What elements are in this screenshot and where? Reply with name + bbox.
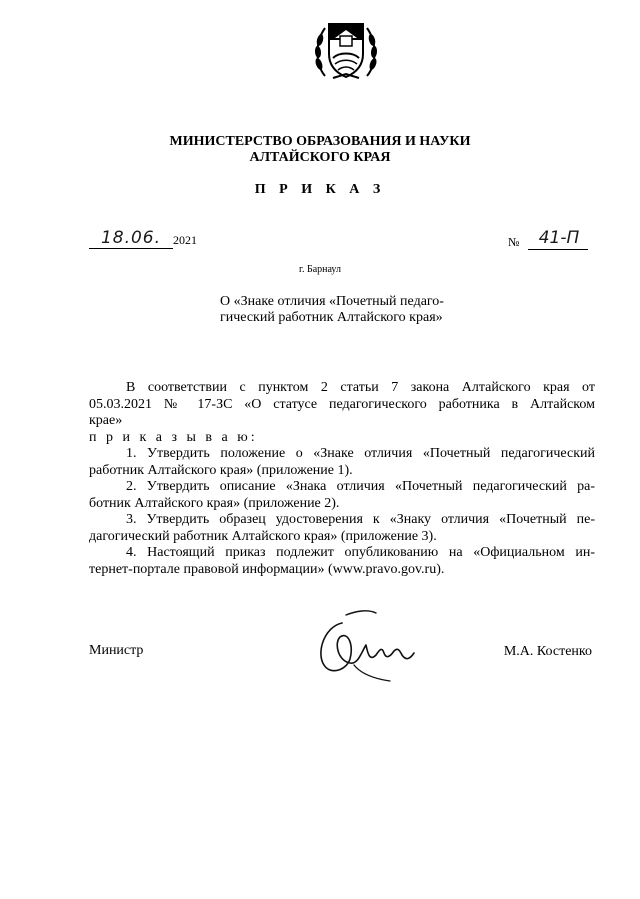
item-3-line: дагогический работник Алтайского края» (приложение 3).: [89, 528, 437, 544]
order-word: п р и к а з ы в а ю:: [89, 429, 258, 445]
item-4-line: 4. Настоящий приказ подлежит опубликованию на «Официальном ин-: [126, 545, 595, 560]
date-year: 2021: [173, 233, 197, 247]
item-4-line: тернет-портале правовой информации» (www.pravo.gov.ru).: [89, 561, 445, 577]
date-underline: [89, 248, 173, 249]
handwritten-date: 18.06.: [100, 228, 162, 248]
subject-line: О «Знаке отличия «Почетный педаго-: [220, 294, 444, 309]
number-underline: [528, 249, 588, 250]
item-1-line: 1. Утвердить положение о «Знаке отличия «Почетный педагогический: [126, 446, 595, 461]
ministry-name-line2: АЛТАЙСКОГО КРАЯ: [249, 150, 391, 165]
preamble-line: В соответствии с пунктом 2 статьи 7 закона Алтайского края от: [126, 380, 595, 395]
order-number-field: [508, 228, 593, 252]
order-body: [89, 380, 595, 578]
number-sign: №: [508, 235, 520, 249]
signatory-position: Министр: [89, 643, 144, 658]
item-3-line: 3. Утвердить образец удостоверения к «Знаку отличия «Почетный пе-: [126, 512, 595, 527]
preamble-line: крае»: [89, 413, 123, 428]
signatory-name: М.А. Костенко: [503, 644, 592, 659]
signature-icon: [310, 605, 420, 690]
item-2-line: ботник Алтайского края» (приложение 2).: [89, 495, 340, 511]
date-field: [89, 228, 209, 250]
subject-line: гический работник Алтайского края»: [220, 310, 443, 325]
item-2-line: 2. Утвердить описание «Знака отличия «Почетный педагогический ра-: [126, 479, 595, 494]
coat-of-arms-icon: [313, 14, 379, 84]
order-subject: [220, 294, 500, 326]
handwritten-order-number: 41-П: [538, 228, 580, 248]
item-1-line: работник Алтайского края» (приложение 1).: [89, 462, 353, 478]
preamble-line: 05.03.2021 № 17-ЗС «О статусе педагогического работника в Алтайском: [89, 396, 595, 412]
ministry-name-line1: МИНИСТЕРСТВО ОБРАЗОВАНИЯ И НАУКИ: [169, 134, 471, 149]
document-type-title: П Р И К А З: [254, 182, 386, 197]
city-name: г. Барнаул: [299, 264, 341, 275]
